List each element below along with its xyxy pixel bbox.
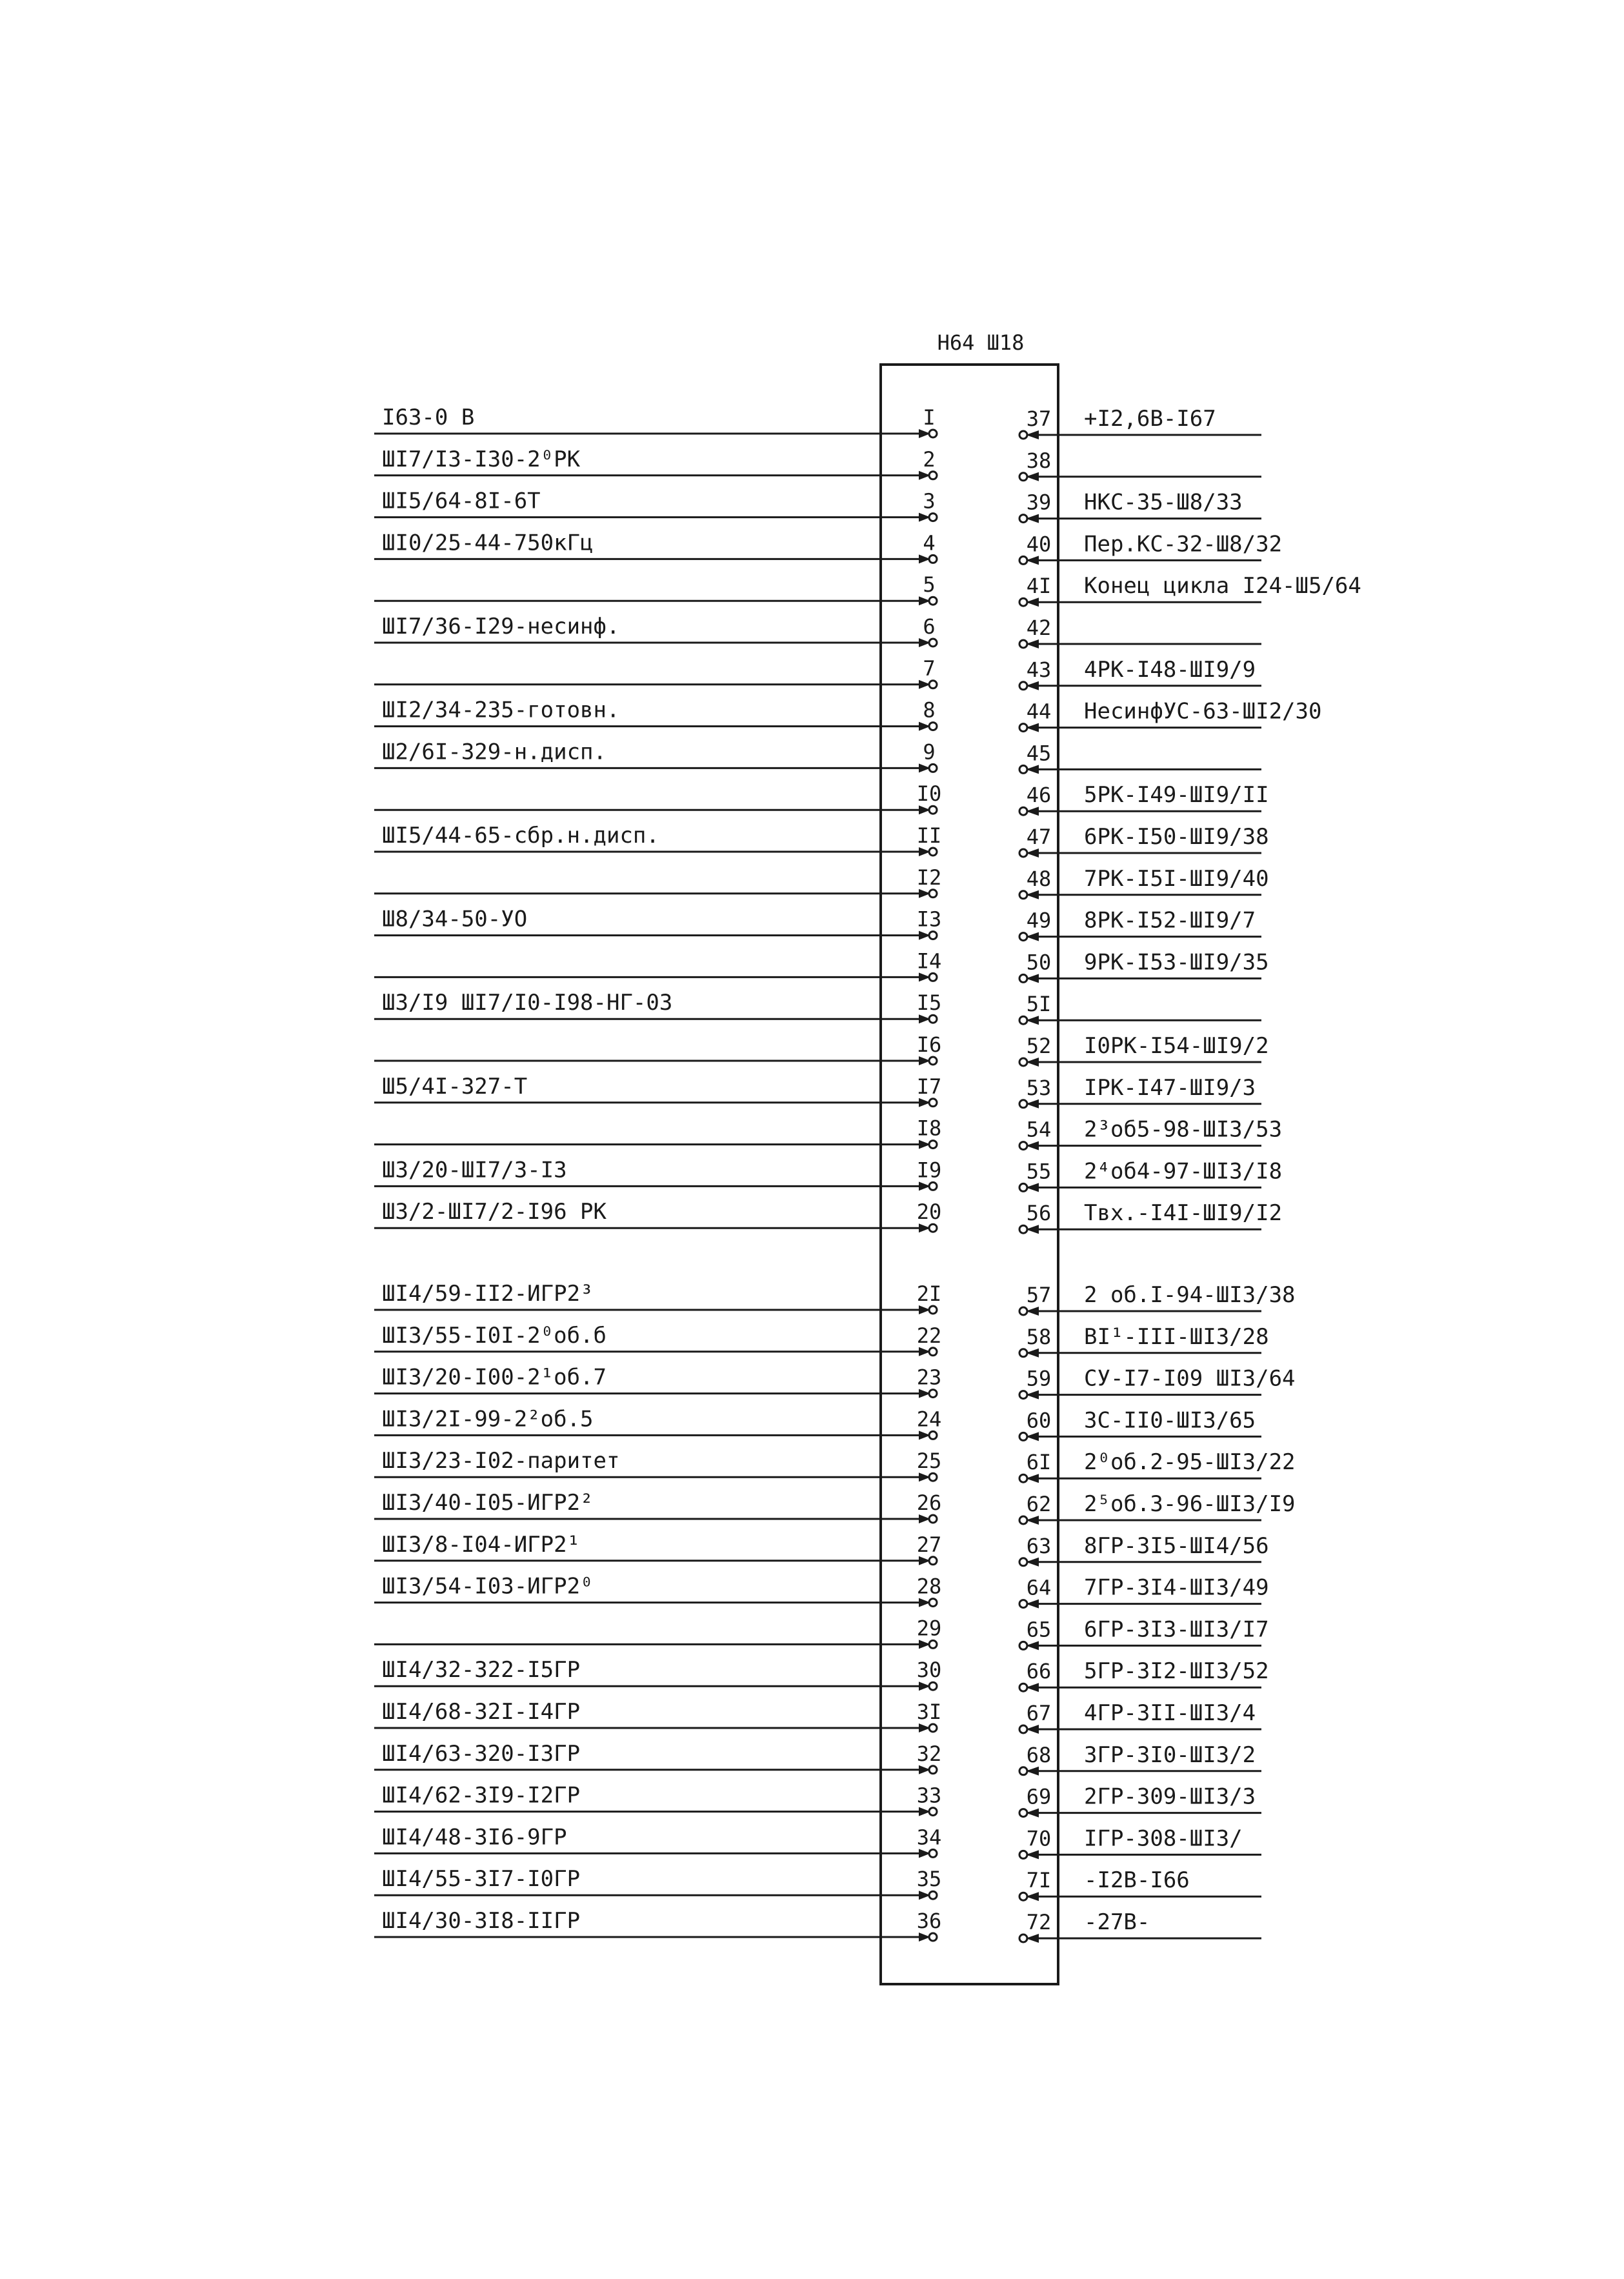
terminal-icon	[1019, 807, 1027, 815]
pin-number: 4I	[1026, 574, 1052, 599]
right-pin-row	[1019, 1324, 1269, 1358]
signal-label: СУ-I7-I09 ШI3/64	[1084, 1365, 1296, 1392]
right-pins	[1019, 406, 1361, 1943]
signal-label: 9РК-I53-ШI9/35	[1084, 949, 1269, 976]
left-pin-row	[374, 1281, 941, 1314]
signal-label: ШI4/55-3I7-I0ГР	[382, 1866, 581, 1892]
signal-label: ШI3/55-I0I-2⁰об.б	[382, 1322, 606, 1349]
terminal-icon	[1019, 933, 1027, 941]
right-pin-row	[1019, 992, 1261, 1025]
right-pin-row	[1019, 490, 1261, 523]
pin-number: 69	[1026, 1784, 1052, 1809]
right-pin-row	[1019, 1909, 1261, 1943]
signal-label: 5ГР-3I2-ШI3/52	[1084, 1658, 1269, 1685]
signal-label: ШI3/54-I03-ИГР2⁰	[382, 1573, 594, 1600]
pin-number: 63	[1026, 1533, 1052, 1558]
terminal-icon	[929, 848, 937, 856]
signal-label: ШI3/20-I00-2¹об.7	[382, 1364, 606, 1390]
pin-number: 20	[916, 1200, 942, 1225]
terminal-icon	[1019, 1058, 1027, 1066]
terminal-icon	[1019, 1683, 1027, 1691]
right-pin-row	[1019, 573, 1361, 607]
terminal-icon	[929, 555, 937, 563]
signal-label: I0РК-I54-ШI9/2	[1084, 1033, 1269, 1059]
left-pin-row	[374, 488, 937, 522]
pin-number: 54	[1026, 1117, 1052, 1142]
pin-number: 64	[1026, 1575, 1052, 1600]
right-pin-row	[1019, 657, 1261, 690]
left-pin-row	[374, 530, 937, 563]
pin-number: 25	[916, 1449, 942, 1474]
left-pin-row	[374, 572, 937, 605]
terminal-icon	[1019, 1349, 1027, 1357]
terminal-icon	[1019, 556, 1027, 564]
terminal-icon	[1019, 431, 1027, 439]
terminal-icon	[1019, 1851, 1027, 1858]
signal-label: ШI4/62-3I9-I2ГР	[382, 1782, 581, 1809]
terminal-icon	[929, 764, 937, 772]
terminal-icon	[929, 1473, 937, 1481]
left-pin-row	[374, 1574, 941, 1607]
right-pin-row	[1019, 1033, 1269, 1067]
right-pin-row	[1019, 1533, 1269, 1567]
terminal-icon	[929, 1766, 937, 1774]
left-pin-row	[374, 1490, 941, 1523]
pin-number: 2	[923, 447, 936, 472]
terminal-icon	[929, 1015, 937, 1023]
left-pin-row	[374, 1824, 941, 1858]
right-pin-row	[1019, 866, 1269, 899]
terminal-icon	[1019, 1600, 1027, 1608]
left-pin-row	[374, 865, 941, 898]
pin-number: 40	[1026, 532, 1052, 557]
signal-label: Пер.КС-32-Ш8/32	[1084, 531, 1283, 557]
terminal-icon	[929, 723, 937, 730]
right-pin-row	[1019, 699, 1321, 732]
terminal-icon	[929, 1348, 937, 1356]
terminal-icon	[1019, 1100, 1027, 1108]
right-pin-row	[1019, 1282, 1296, 1316]
signal-label: ШI3/40-I05-ИГР2²	[382, 1490, 594, 1516]
pin-number: 70	[1026, 1826, 1052, 1851]
terminal-icon	[1019, 1432, 1027, 1440]
signal-label: ШI4/32-322-I5ГР	[382, 1657, 581, 1683]
terminal-icon	[929, 890, 937, 898]
terminal-icon	[929, 1306, 937, 1314]
right-pin-row	[1019, 824, 1269, 858]
pin-number: I6	[916, 1032, 942, 1057]
pin-number: 9	[923, 739, 936, 765]
signal-label: ШI4/63-320-I3ГР	[382, 1740, 581, 1767]
signal-label: +I2,6В-I67	[1084, 406, 1216, 432]
signal-label: 6РК-I50-ШI9/38	[1084, 824, 1269, 850]
signal-label: ШI0/25-44-750кГц	[382, 530, 594, 556]
terminal-icon	[929, 1849, 937, 1857]
terminal-icon	[1019, 1934, 1027, 1942]
connector-title: Н64 Ш18	[937, 330, 1025, 355]
terminal-icon	[1019, 891, 1027, 899]
pin-number: 6I	[1026, 1450, 1052, 1475]
left-pin-row	[374, 1448, 941, 1481]
terminal-icon	[1019, 1558, 1027, 1566]
pin-number: 66	[1026, 1659, 1052, 1684]
left-pin-row	[374, 1032, 941, 1065]
left-pin-row	[374, 1783, 941, 1816]
signal-label: -27В-	[1084, 1909, 1150, 1935]
signal-label: 2⁵об.3-96-ШI3/I9	[1084, 1491, 1296, 1517]
pin-number: I7	[916, 1074, 942, 1099]
left-pin-row	[374, 1699, 941, 1732]
terminal-icon	[929, 1431, 937, 1439]
signal-label: 4РК-I48-ШI9/9	[1084, 656, 1256, 683]
pin-number: 48	[1026, 866, 1052, 891]
pin-number: 8	[923, 698, 936, 723]
pin-number: 59	[1026, 1366, 1052, 1391]
pin-number: 24	[916, 1407, 942, 1432]
left-pin-row	[374, 990, 941, 1023]
signal-label: ВI¹-III-ШI3/28	[1084, 1323, 1269, 1350]
left-pin-row	[374, 739, 937, 772]
pin-number: 7I	[1026, 1868, 1052, 1893]
pin-number: 3	[923, 488, 936, 514]
pin-number: 7	[923, 656, 936, 681]
left-pin-row	[374, 447, 937, 480]
terminal-icon	[929, 1640, 937, 1648]
left-pin-row	[374, 907, 941, 940]
left-pin-row	[374, 1657, 941, 1691]
signal-label: Ш2/6I-329-н.дисп.	[382, 739, 606, 765]
pin-number: 32	[916, 1741, 942, 1766]
signal-label: ШI2/34-235-готовн.	[382, 697, 620, 723]
left-pin-row	[374, 614, 937, 647]
pin-number: 56	[1026, 1201, 1052, 1226]
right-pin-row	[1019, 1616, 1269, 1650]
terminal-icon	[1019, 1391, 1027, 1399]
terminal-icon	[929, 1141, 937, 1149]
terminal-icon	[929, 1599, 937, 1607]
pin-number: I0	[916, 781, 942, 807]
signal-label: 8ГР-3I5-ШI4/56	[1084, 1532, 1269, 1559]
left-pin-row	[374, 656, 937, 689]
pin-number: 33	[916, 1783, 942, 1808]
pin-number: 62	[1026, 1492, 1052, 1516]
signal-label: -I2В-I66	[1084, 1867, 1190, 1894]
right-pin-row	[1019, 1784, 1261, 1818]
signal-label: ШI7/36-I29-несинф.	[382, 614, 620, 639]
pin-number: 26	[916, 1491, 942, 1515]
pin-number: II	[916, 823, 942, 848]
signal-label: НесинфУС-63-ШI2/30	[1084, 698, 1322, 725]
pin-number: 34	[916, 1825, 942, 1850]
signal-label: 6ГР-3I3-ШI3/I7	[1084, 1616, 1269, 1643]
pin-number: 49	[1026, 908, 1052, 933]
signal-label: ШI4/48-3I6-9ГР	[382, 1824, 567, 1851]
signal-label: ШI3/8-I04-ИГР2¹	[382, 1531, 581, 1558]
terminal-icon	[929, 430, 937, 437]
right-pin-row	[1019, 1825, 1261, 1859]
terminal-icon	[1019, 1725, 1027, 1733]
left-pin-row	[374, 1866, 941, 1900]
right-pin-row	[1019, 1075, 1261, 1109]
terminal-icon	[929, 932, 937, 939]
right-pin-row	[1019, 406, 1261, 439]
pin-number: 52	[1026, 1034, 1052, 1058]
signal-label: 2⁴об4-97-ШI3/I8	[1084, 1158, 1283, 1185]
left-pin-row	[374, 1199, 941, 1232]
signal-label: 3ГР-3I0-ШI3/2	[1084, 1742, 1256, 1768]
right-pin-row	[1019, 1449, 1296, 1483]
terminal-icon	[929, 1682, 937, 1690]
right-pin-row	[1019, 908, 1261, 941]
terminal-icon	[929, 472, 937, 479]
pin-number: 42	[1026, 616, 1052, 640]
pin-number: 67	[1026, 1701, 1052, 1725]
pin-number: I4	[916, 949, 942, 974]
signal-label: 2ГР-309-ШI3/3	[1084, 1783, 1256, 1810]
right-pin-row	[1019, 1658, 1269, 1692]
pin-number: 60	[1026, 1408, 1052, 1433]
signal-label: ШI3/2I-99-2²об.5	[382, 1406, 594, 1432]
pin-number: 35	[916, 1867, 942, 1892]
terminal-icon	[929, 1224, 937, 1232]
terminal-icon	[1019, 1641, 1027, 1649]
signal-label: ШI5/44-65-сбр.н.дисп.	[382, 823, 659, 848]
terminal-icon	[929, 1390, 937, 1398]
signal-label: Ш5/4I-327-Т	[382, 1073, 528, 1099]
pin-number: 29	[916, 1616, 942, 1641]
terminal-icon	[929, 1515, 937, 1523]
left-pin-row	[374, 1406, 941, 1440]
pin-number: 3I	[916, 1700, 942, 1724]
left-pin-row	[374, 1741, 941, 1774]
pin-number: I3	[916, 907, 942, 932]
signal-label: ШI7/I3-I30-2⁰РК	[382, 446, 581, 472]
terminal-icon	[1019, 640, 1027, 648]
terminal-icon	[929, 639, 937, 647]
terminal-icon	[929, 1182, 937, 1190]
signal-label: Конец цикла I24-Ш5/64	[1084, 573, 1361, 599]
signal-label: I63-0 В	[382, 405, 475, 430]
pin-number: I2	[916, 865, 942, 890]
terminal-icon	[929, 973, 937, 981]
pin-number: I	[923, 405, 936, 430]
left-pin-row	[374, 781, 941, 814]
pin-number: I9	[916, 1158, 942, 1183]
right-pin-row	[1019, 1867, 1261, 1901]
right-pin-row	[1019, 782, 1269, 816]
pin-number: 5	[923, 572, 936, 597]
terminal-icon	[1019, 598, 1027, 606]
signal-label: Ш8/34-50-УО	[382, 906, 528, 932]
terminal-icon	[929, 514, 937, 521]
pin-number: 72	[1026, 1910, 1052, 1934]
left-pins	[374, 405, 941, 1942]
terminal-icon	[1019, 1516, 1027, 1524]
right-pin-row	[1019, 1742, 1261, 1776]
signal-label: Ш3/20-ШI7/3-I3	[382, 1157, 567, 1183]
terminal-icon	[929, 1099, 937, 1107]
signal-label: Ш3/I9 ШI7/I0-I98-НГ-03	[382, 990, 673, 1016]
signal-label: Ш3/2-ШI7/2-I96 РК	[382, 1199, 606, 1225]
pin-number: 22	[916, 1323, 942, 1348]
terminal-icon	[929, 1557, 937, 1565]
terminal-icon	[929, 806, 937, 814]
left-pin-row	[374, 405, 937, 438]
signal-label: ШI3/23-I02-паритет	[382, 1448, 620, 1474]
signal-label: 8РК-I52-ШI9/7	[1084, 907, 1256, 934]
terminal-icon	[1019, 1809, 1027, 1817]
signal-label: 7РК-I5I-ШI9/40	[1084, 865, 1269, 892]
terminal-icon	[1019, 1307, 1027, 1315]
left-pin-row	[374, 1616, 941, 1649]
right-pin-row	[1019, 1700, 1261, 1734]
right-pin-row	[1019, 741, 1261, 774]
terminal-icon	[1019, 1142, 1027, 1150]
pin-number: 45	[1026, 741, 1052, 766]
signal-label: ШI5/64-8I-6Т	[382, 488, 541, 514]
left-pin-row	[374, 1365, 941, 1398]
terminal-icon	[929, 1724, 937, 1732]
terminal-icon	[1019, 849, 1027, 857]
terminal-icon	[1019, 1474, 1027, 1482]
terminal-icon	[929, 1808, 937, 1816]
terminal-icon	[1019, 1892, 1027, 1900]
signal-label: IРК-I47-ШI9/3	[1084, 1074, 1256, 1101]
terminal-icon	[1019, 765, 1027, 773]
pin-number: 53	[1026, 1075, 1052, 1100]
terminal-icon	[1019, 515, 1027, 523]
pin-number: 47	[1026, 825, 1052, 849]
pin-number: 44	[1026, 699, 1052, 724]
signal-label: 5РК-I49-ШI9/II	[1084, 782, 1269, 808]
pin-number: 4	[923, 530, 936, 556]
terminal-icon	[1019, 724, 1027, 732]
pin-number: 6	[923, 614, 936, 639]
signal-label: Твх.-I4I-ШI9/I2	[1084, 1200, 1283, 1227]
signal-label: 2⁰об.2-95-ШI3/22	[1084, 1449, 1296, 1476]
right-pin-row	[1019, 448, 1261, 481]
right-pin-row	[1019, 1407, 1261, 1441]
terminal-icon	[929, 1057, 937, 1065]
signal-label: ШI4/30-3I8-IIГР	[382, 1908, 581, 1934]
terminal-icon	[1019, 1183, 1027, 1191]
pin-number: I5	[916, 990, 942, 1016]
left-pin-row	[374, 1157, 941, 1190]
terminal-icon	[1019, 1225, 1027, 1233]
signal-label: 2 об.I-94-ШI3/38	[1084, 1282, 1296, 1308]
pin-number: 38	[1026, 448, 1052, 473]
left-pin-row	[374, 1532, 941, 1565]
terminal-icon	[929, 681, 937, 688]
pin-number: 50	[1026, 950, 1052, 975]
terminal-icon	[1019, 682, 1027, 690]
signal-label: IГР-308-ШI3/	[1084, 1825, 1243, 1852]
pin-number: I8	[916, 1116, 942, 1141]
left-pin-row	[374, 1908, 941, 1942]
pin-number: 43	[1026, 657, 1052, 682]
signal-label: 4ГР-3II-ШI3/4	[1084, 1700, 1256, 1726]
right-pin-row	[1019, 1366, 1296, 1400]
pin-number: 39	[1026, 490, 1052, 515]
pin-number: 37	[1026, 407, 1052, 431]
pin-number: 58	[1026, 1324, 1052, 1349]
terminal-icon	[929, 1891, 937, 1899]
right-pin-row	[1019, 949, 1269, 983]
pin-number: 23	[916, 1365, 942, 1390]
signal-label: НКС-35-Ш8/33	[1084, 489, 1243, 516]
pin-number: 28	[916, 1574, 942, 1599]
pin-number: 55	[1026, 1159, 1052, 1184]
pin-number: 5I	[1026, 992, 1052, 1017]
terminal-icon	[1019, 1016, 1027, 1024]
pin-number: 57	[1026, 1283, 1052, 1307]
left-pin-row	[374, 823, 941, 856]
left-pin-row	[374, 698, 937, 731]
terminal-icon	[1019, 1767, 1027, 1775]
pin-number: 30	[916, 1658, 942, 1683]
pin-number: 46	[1026, 783, 1052, 808]
pin-number: 36	[916, 1909, 942, 1933]
left-pin-row	[374, 949, 941, 981]
signal-label: ШI4/68-32I-I4ГР	[382, 1699, 581, 1725]
signal-label: ШI4/59-II2-ИГР2³	[382, 1281, 594, 1307]
left-pin-row	[374, 1323, 941, 1356]
left-pin-row	[374, 1116, 941, 1149]
right-pin-row	[1019, 1491, 1296, 1525]
pin-number: 27	[916, 1532, 942, 1557]
terminal-icon	[929, 597, 937, 605]
terminal-icon	[1019, 974, 1027, 982]
right-pin-row	[1019, 616, 1261, 648]
signal-label: 7ГР-3I4-ШI3/49	[1084, 1574, 1269, 1601]
terminal-icon	[929, 1933, 937, 1941]
terminal-icon	[1019, 473, 1027, 481]
signal-label: 2³об5-98-ШI3/53	[1084, 1116, 1283, 1143]
pin-number: 2I	[916, 1281, 942, 1306]
pin-number: 68	[1026, 1742, 1052, 1767]
right-pin-row	[1019, 1575, 1269, 1609]
pin-number: 65	[1026, 1617, 1052, 1642]
signal-label: 3С-II0-ШI3/65	[1084, 1407, 1256, 1434]
left-pin-row	[374, 1074, 941, 1107]
